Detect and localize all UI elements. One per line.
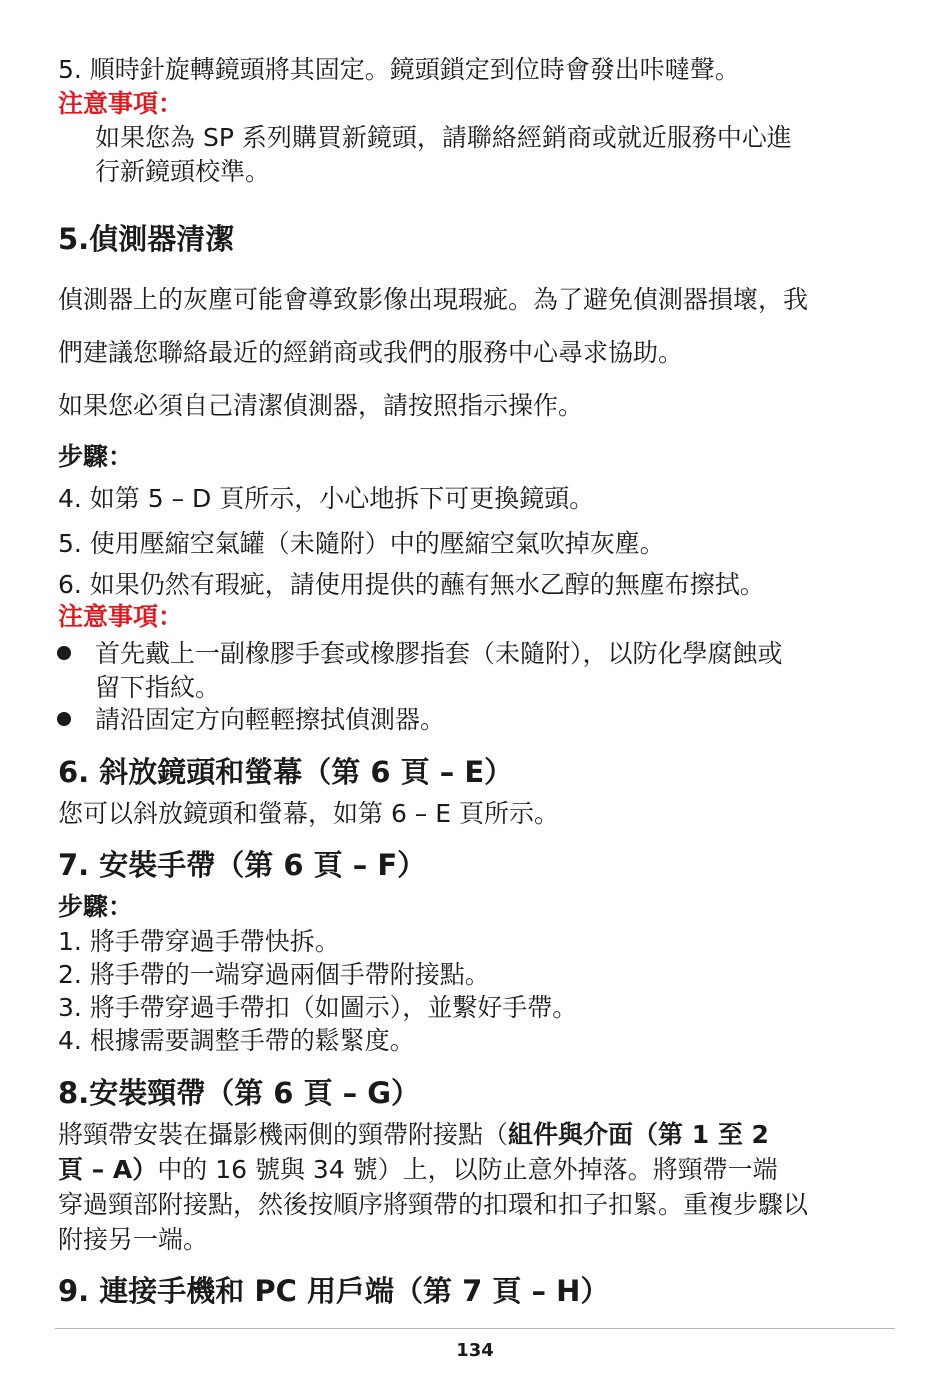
section-8-line1-text: 將頸帶安裝在攝影機兩側的頸帶附接點（ xyxy=(58,1120,509,1149)
section-5-step-5: 5. 使用壓縮空氣罐（未隨附）中的壓縮空氣吹掉灰塵。 xyxy=(58,529,665,558)
section-8-line4: 附接另一端。 xyxy=(58,1225,209,1254)
section-5-paragraph-line1: 偵測器上的灰塵可能會導致影像出現瑕疵。為了避免偵測器損壞，我 xyxy=(58,285,809,314)
section-7-step-4: 4. 根據需要調整手帶的鬆緊度。 xyxy=(58,1026,415,1055)
section-6-paragraph: 您可以斜放鏡頭和螢幕，如第 6 – E 頁所示。 xyxy=(58,799,559,828)
components-reference-page: 頁 – A） xyxy=(58,1155,158,1184)
section-7-step-3: 3. 將手帶穿過手帶扣（如圖示），並繫好手帶。 xyxy=(58,993,578,1022)
section-7-step-1: 1. 將手帶穿過手帶快拆。 xyxy=(58,927,340,956)
section-8-line3: 穿過頸部附接點，然後按順序將頸帶的扣環和扣子扣緊。重複步驟以 xyxy=(58,1190,809,1219)
bullet-1-line2: 留下指紋。 xyxy=(95,673,221,702)
steps-label: 步驟： xyxy=(58,442,134,471)
section-7-step-2: 2. 將手帶的一端穿過兩個手帶附接點。 xyxy=(58,960,490,989)
bullet-dot-icon xyxy=(57,712,71,726)
section-8-line2 xyxy=(58,1154,778,1186)
page-number: 134 xyxy=(456,1340,494,1361)
section-8-line2-text: 中的 16 號與 34 號）上，以防止意外掉落。將頸帶一端 xyxy=(157,1155,778,1184)
section-6-heading: 6. 斜放鏡頭和螢幕（第 6 頁 – E） xyxy=(58,755,514,789)
section-8-line1 xyxy=(58,1119,769,1151)
steps-label: 步驟： xyxy=(58,892,134,921)
section-5-paragraph-line2: 們建議您聯絡最近的經銷商或我們的服務中心尋求協助。 xyxy=(58,338,684,367)
components-reference: 組件與介面（第 1 至 2 xyxy=(508,1120,769,1149)
bullet-1-line1: 首先戴上一副橡膠手套或橡膠指套（未隨附），以防化學腐蝕或 xyxy=(95,639,783,668)
section-5-heading: 5.偵測器清潔 xyxy=(58,222,235,256)
note-label: 注意事項： xyxy=(58,602,184,631)
section-5-step-6: 6. 如果仍然有瑕疵，請使用提供的蘸有無水乙醇的無塵布擦拭。 xyxy=(58,570,765,599)
note-text-line2: 行新鏡頭校準。 xyxy=(95,157,271,186)
bullet-2: 請沿固定方向輕輕擦拭偵測器。 xyxy=(95,705,446,734)
section-7-heading: 7. 安裝手帶（第 6 頁 – F） xyxy=(58,848,427,882)
section-8-heading: 8.安裝頸帶（第 6 頁 – G） xyxy=(58,1076,421,1110)
note-label: 注意事項： xyxy=(58,89,184,118)
section-5-step-4: 4. 如第 5 – D 頁所示，小心地拆下可更換鏡頭。 xyxy=(58,484,595,513)
step-5-rotate-lens: 5. 順時針旋轉鏡頭將其固定。鏡頭鎖定到位時會發出咔噠聲。 xyxy=(58,55,740,84)
footer-divider xyxy=(55,1328,895,1329)
section-9-heading: 9. 連接手機和 PC 用戶端（第 7 頁 – H） xyxy=(58,1274,610,1308)
section-5-paragraph-line3: 如果您必須自己清潔偵測器，請按照指示操作。 xyxy=(58,391,584,420)
bullet-dot-icon xyxy=(57,646,71,660)
note-text-line1: 如果您為 SP 系列購買新鏡頭，請聯絡經銷商或就近服務中心進 xyxy=(95,123,792,152)
